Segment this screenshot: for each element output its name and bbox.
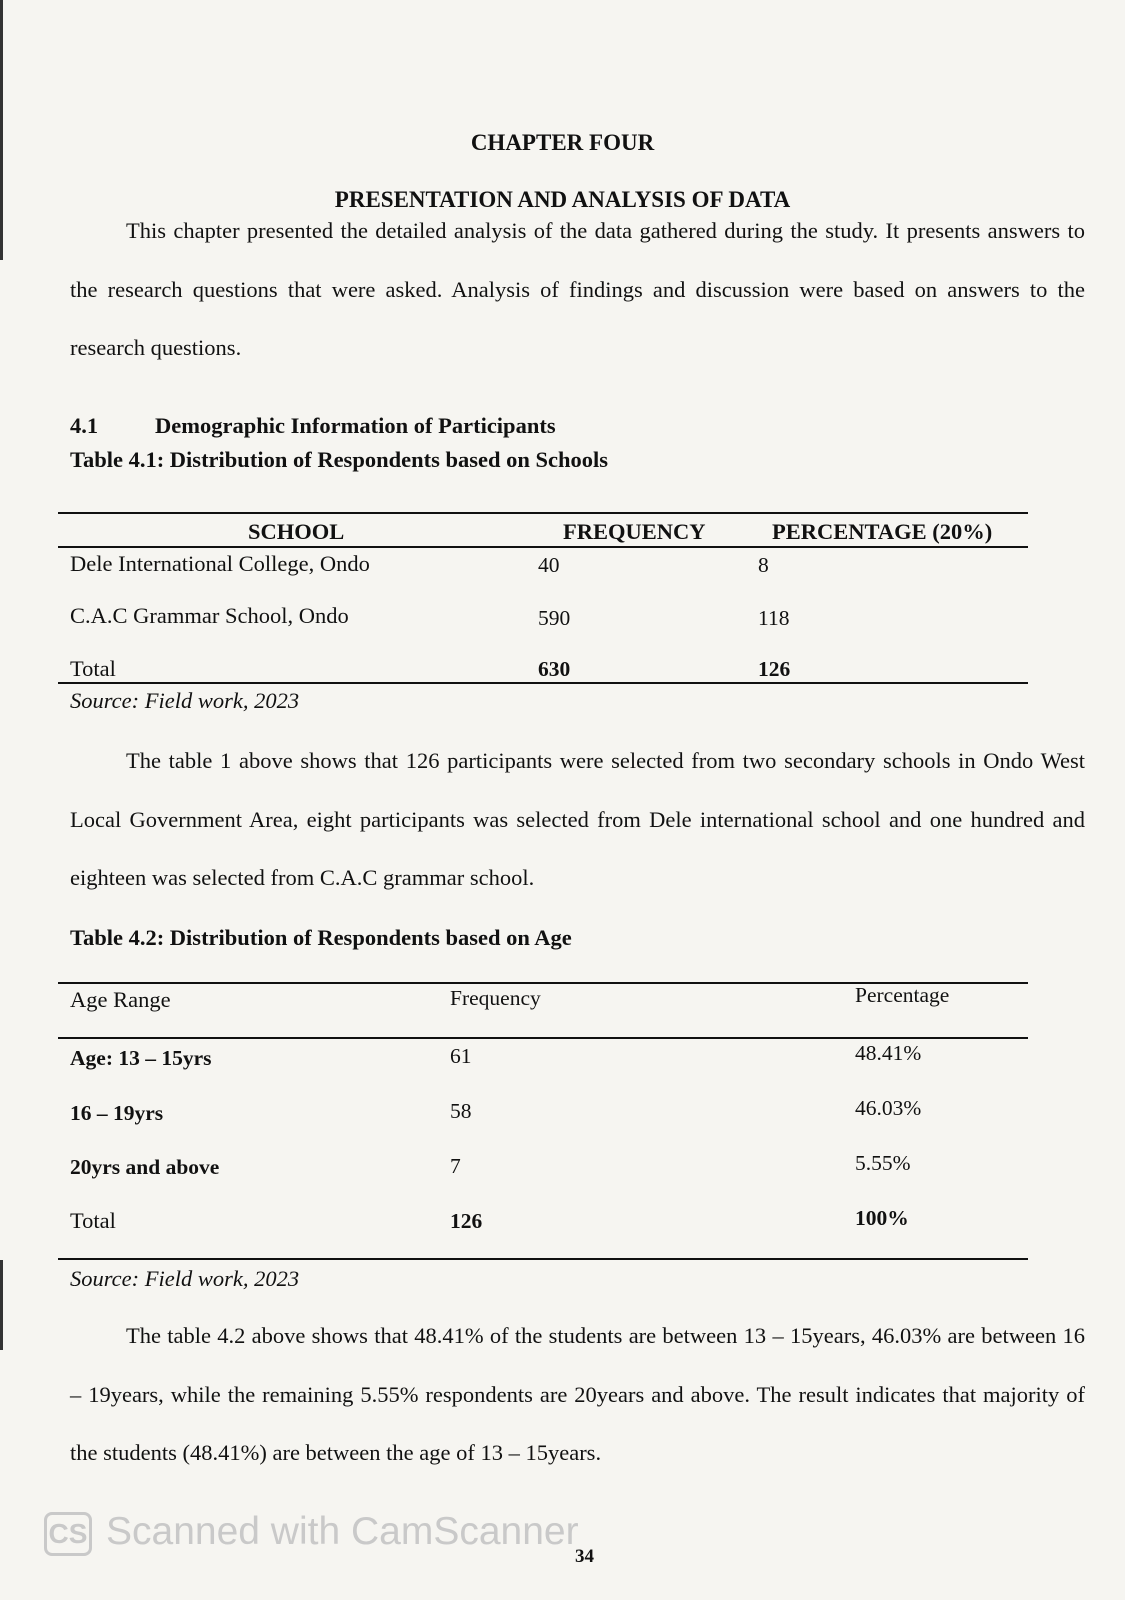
table2-total-frequency: 126 — [450, 1209, 483, 1233]
table1-header-school: SCHOOL — [248, 519, 345, 544]
table1-cell-school: Dele International College, Ondo — [70, 551, 370, 576]
table1-total-percentage: 126 — [758, 657, 791, 681]
table2-discussion — [70, 1307, 1085, 1483]
section-title: Demographic Information of Participants — [155, 413, 556, 438]
table2-header-frequency: Frequency — [450, 986, 541, 1010]
table1-top-rule — [58, 512, 1028, 514]
page-number: 34 — [575, 1546, 594, 1567]
table2-source: Source: Field work, 2023 — [70, 1266, 300, 1291]
table2-caption: Table 4.2: Distribution of Respondents based on Age — [70, 925, 572, 950]
table1-discussion — [70, 732, 1085, 908]
camscanner-watermark-text: Scanned with CamScanner — [106, 1510, 579, 1553]
table2-cell-percentage: 48.41% — [855, 1041, 922, 1065]
chapter-title: CHAPTER FOUR — [470, 130, 655, 155]
table2-bottom-rule — [58, 1258, 1028, 1260]
table2-cell-age: 20yrs and above — [70, 1155, 220, 1179]
table2-cell-frequency: 7 — [450, 1154, 461, 1178]
intro-text: This chapter presented the detailed analysis of the data gathered during the study. It presents answers to the research questions that were asked. Analysis of findings and discussion were based on answers to the research questions. — [70, 218, 1085, 360]
table1-cell-school: C.A.C Grammar School, Ondo — [70, 603, 349, 628]
table2-total-percentage: 100% — [855, 1206, 909, 1230]
table1-discussion-text: The table 1 above shows that 126 participants were selected from two secondary schools in Ondo West Local Government Area, eight participants was selected from Dele international school and one hundred and eighteen was selected from C.A.C grammar school. — [70, 748, 1085, 890]
section-number: 4.1 — [70, 413, 99, 438]
table1-caption: Table 4.1: Distribution of Respondents based on Schools — [70, 447, 609, 472]
table1-total-label: Total — [70, 656, 116, 681]
table2-header-rule — [58, 1037, 1028, 1039]
table2-cell-frequency: 61 — [450, 1044, 472, 1068]
table1-header-percentage: PERCENTAGE (20%) — [772, 519, 993, 544]
table2-cell-age: Age: 13 – 15yrs — [70, 1046, 212, 1070]
table1-header-rule — [58, 546, 1028, 548]
table2-discussion-text: The table 4.2 above shows that 48.41% of the students are between 13 – 15years, 46.03% are between 16 – 19years, while the remaining 5.55% respondents are 20years and above. The result indicates that majority of the students (48.41%) are between the age of 13 – 15years. — [70, 1323, 1085, 1465]
table1-cell-frequency: 590 — [538, 606, 571, 630]
page-edge-shadow — [0, 1260, 3, 1350]
intro-paragraph — [70, 202, 1085, 378]
table1-source: Source: Field work, 2023 — [70, 688, 300, 713]
table1-bottom-rule — [58, 682, 1028, 684]
table1-cell-frequency: 40 — [538, 553, 560, 577]
table1-total-frequency: 630 — [538, 657, 571, 681]
table2-header-percentage: Percentage — [855, 983, 950, 1007]
table2-cell-percentage: 46.03% — [855, 1096, 922, 1120]
table1-cell-percentage: 118 — [758, 606, 790, 630]
table1-cell-percentage: 8 — [758, 553, 769, 577]
table2-total-label: Total — [70, 1208, 116, 1233]
table2-cell-frequency: 58 — [450, 1099, 472, 1123]
camscanner-logo: CS — [44, 1512, 92, 1556]
table2-header-age: Age Range — [70, 987, 171, 1012]
camscanner-watermark — [44, 1510, 579, 1556]
table2-cell-age: 16 – 19yrs — [70, 1101, 164, 1125]
table2-cell-percentage: 5.55% — [855, 1151, 911, 1175]
chapter-subtitle: PRESENTATION AND ANALYSIS OF DATA — [334, 187, 791, 212]
table1-header-frequency: FREQUENCY — [563, 519, 706, 544]
